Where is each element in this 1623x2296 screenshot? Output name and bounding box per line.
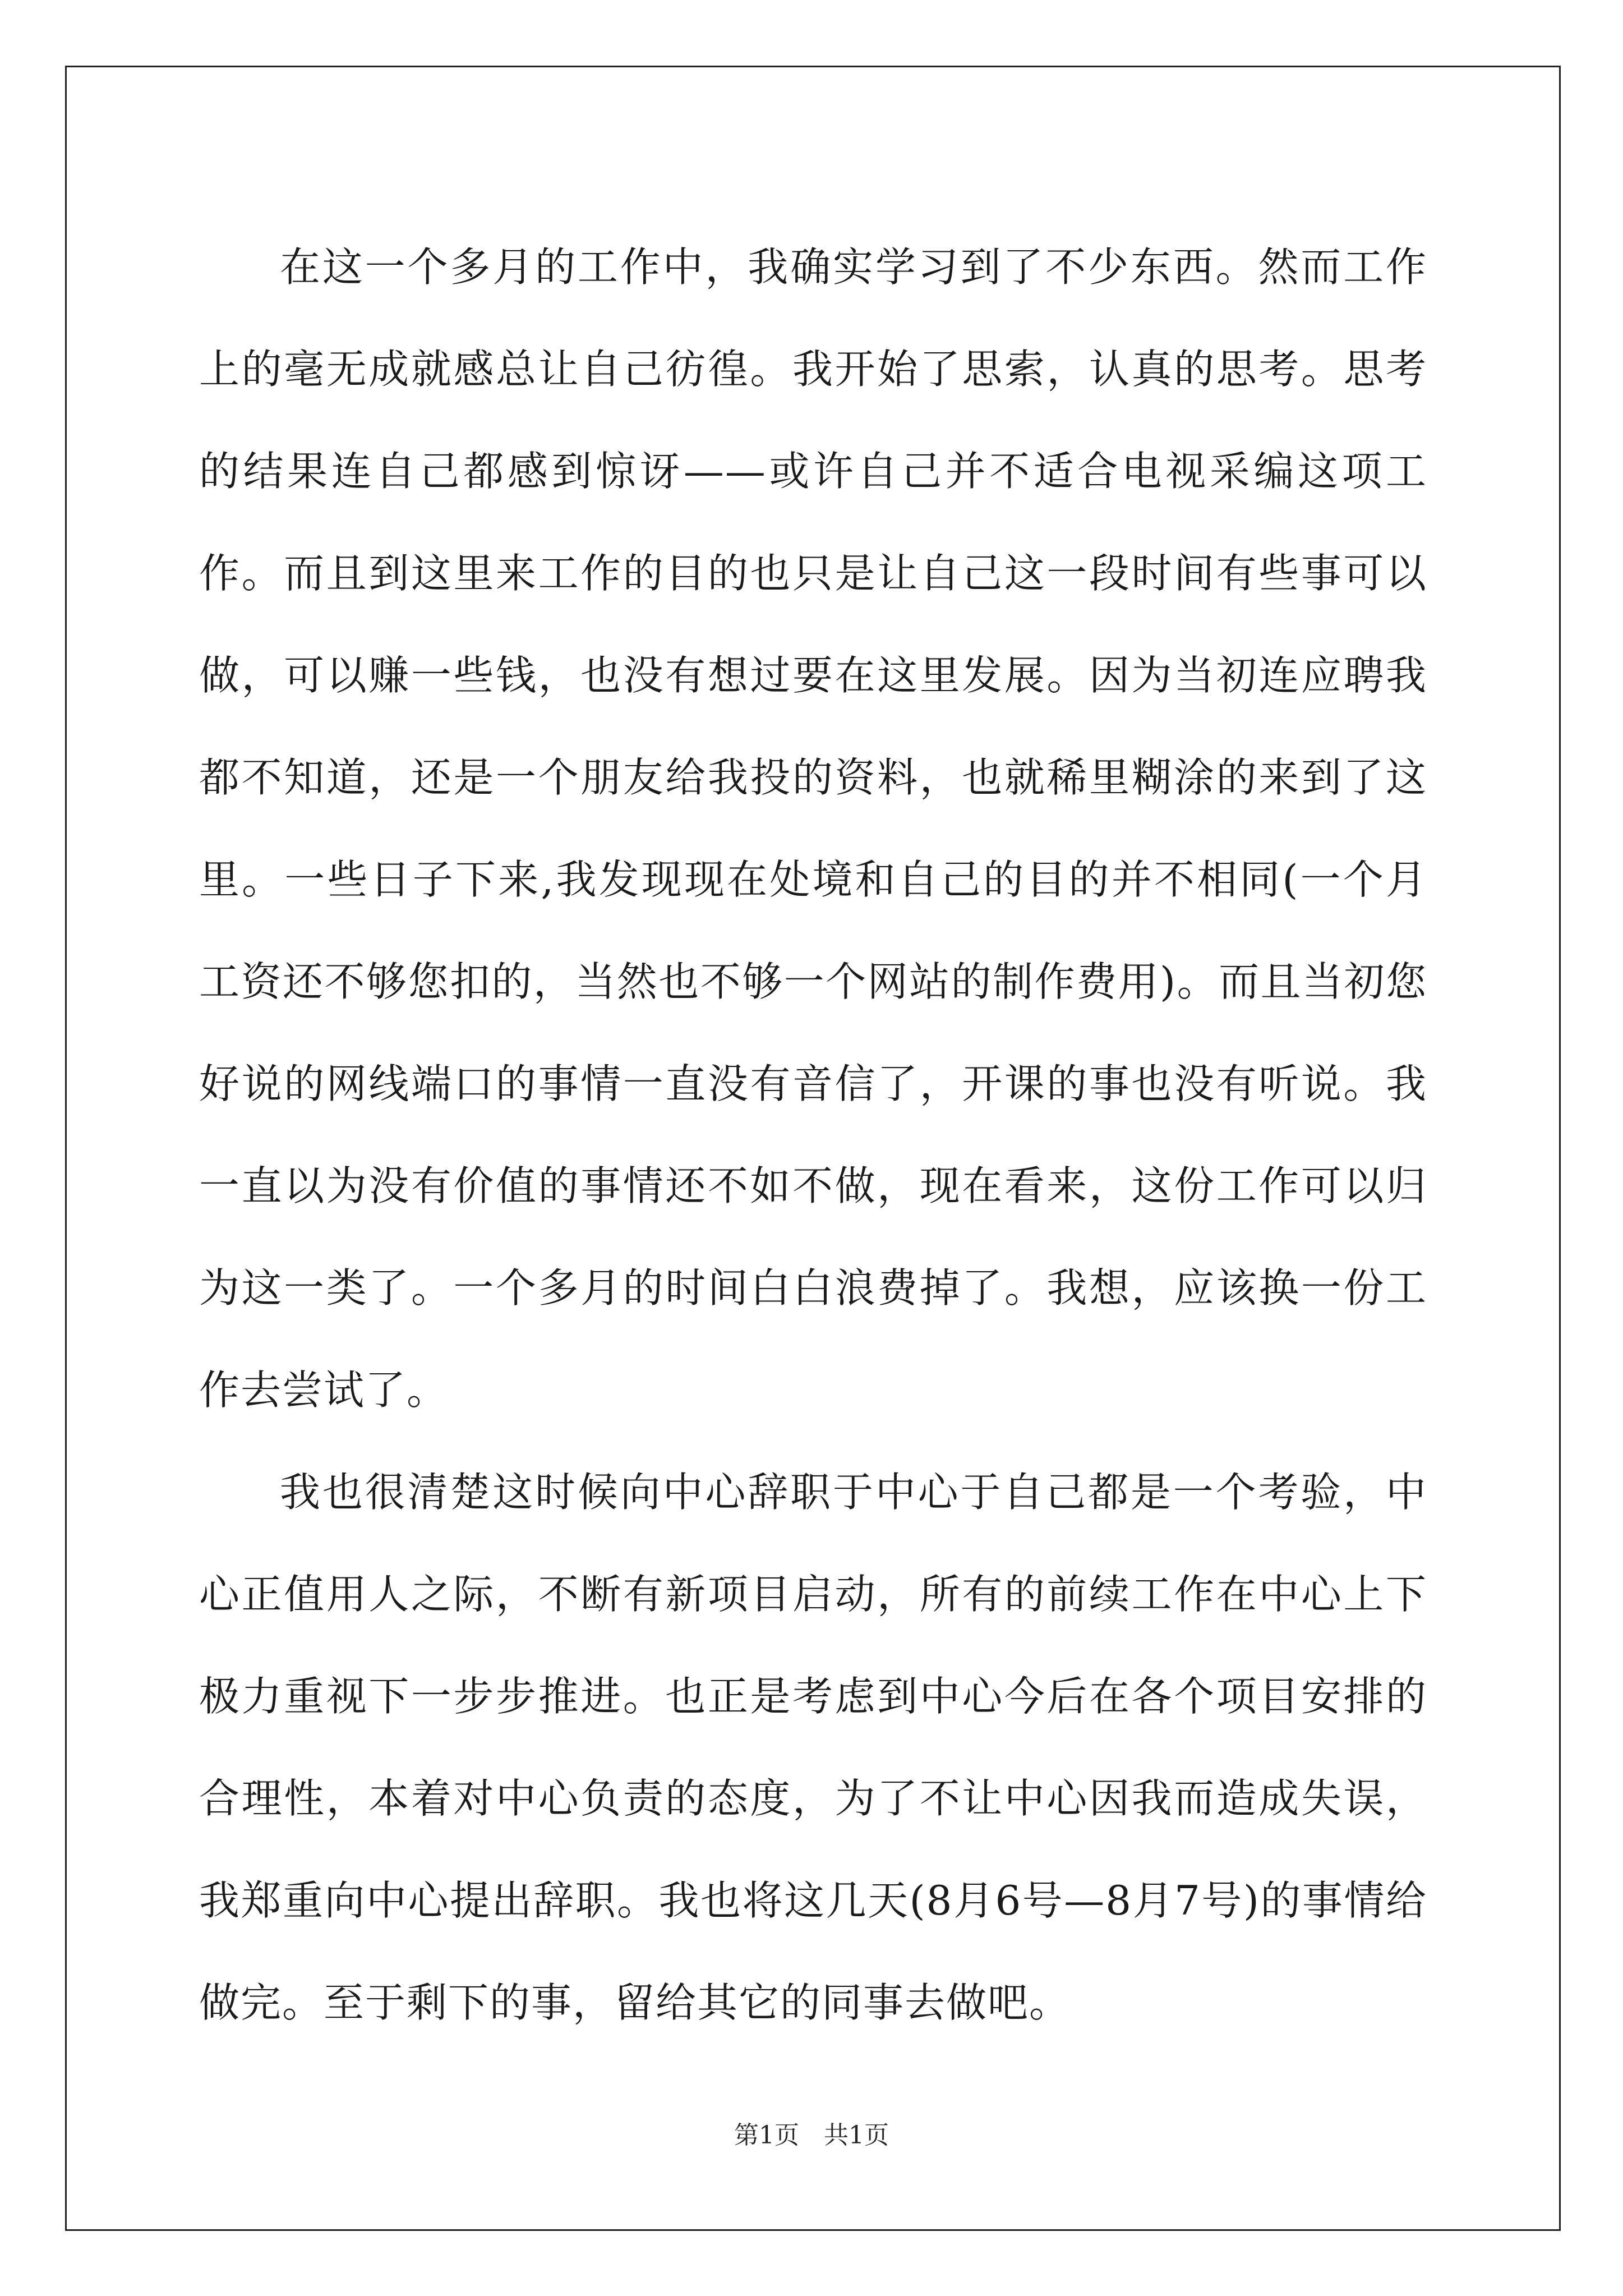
paragraph-2: 我也很清楚这时候向中心辞职于中心于自己都是一个考验，中心正值用人之际，不断有新项目启动，所有的前续工作在中心上下极力重视下一步步推进。也正是考虑到中心今后在各个项目安排的合理性，本着对中心负责的态度，为了不让中心因我而造成失误，我郑重向中心提出辞职。我也将这几天(8月6号—8月7号)的事情给做完。至于剩下的事，留给其它的同事去做吧。 — [199, 1469, 1427, 2026]
page-footer: 第1页 共1页 — [734, 2121, 889, 2150]
document-body — [199, 216, 1427, 2054]
paragraph-1: 在这一个多月的工作中，我确实学习到了不少东西。然而工作上的毫无成就感总让自己彷徨。我开始了思索，认真的思考。思考的结果连自己都感到惊讶——或许自己并不适合电视采编这项工作。而且到这里来工作的目的也只是让自己这一段时间有些事可以做，可以赚一些钱，也没有想过要在这里发展。因为当初连应聘我都不知道，还是一个朋友给我投的资料，也就稀里糊涂的来到了这里。一些日子下来,我发现现在处境和自己的目的并不相同(一个月工资还不够您扣的，当然也不够一个网站的制作费用)。而且当初您好说的网线端口的事情一直没有音信了，开课的事也没有听说。我一直以为没有价值的事情还不如不做，现在看来，这份工作可以归为这一类了。一个多月的时间白白浪费掉了。我想，应该换一份工作去尝试了。 — [199, 243, 1427, 1414]
